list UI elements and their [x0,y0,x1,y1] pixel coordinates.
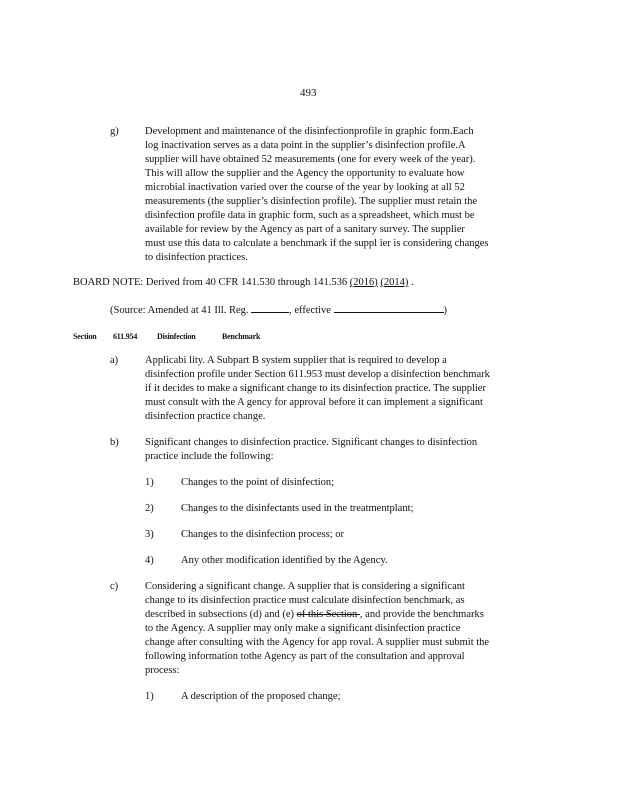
section-title-word: Benchmark [222,332,261,341]
item-g-line: microbial inactivation varied over the course of the year by looking at all 52 [145,182,465,193]
item-g-line: Development and maintenance of the disinfectionprofile in graphic form.Each [145,126,474,137]
item-c-line: to the Agency. A supplier may only make a significant disinfection practice [145,623,461,634]
item-g-line: available for review by the Agency as part of a sanitary survey. The supplier [145,224,465,235]
board-note-suffix: . [408,277,414,288]
page-number: 493 [300,87,317,99]
effective-date-blank [334,302,444,313]
board-note-year-new: (2016) [349,277,378,288]
item-a-line: Applicabi lity. A Subpart B system supplier that is required to develop a [145,355,447,366]
item-g-line: to disinfection practices. [145,252,248,263]
section-label: Section [73,332,97,341]
item-g-line: This will allow the supplier and the Agency the opportunity to evaluate how [145,168,465,179]
volume-blank [251,302,289,313]
item-b-sub-number: 4) [145,555,154,566]
item-b-sub-text: Changes to the point of disinfection; [181,477,335,488]
board-note-year-old: (2014) [380,277,409,288]
item-c-line: process: [145,665,180,676]
source-effective-text: , effective [289,305,334,316]
item-g-line: measurements (the supplier’s disinfection profile). The supplier must retain the [145,196,478,207]
item-c-label: c) [110,581,119,592]
item-c-line: change after consulting with the Agency for app roval. A supplier must submit the [145,637,490,648]
board-note [73,276,414,290]
item-a-line: if it decides to make a significant change to its disinfection practice. The supplier [145,383,486,394]
item-c-line: Considering a significant change. A supplier that is considering a significant [145,581,465,592]
item-c-line [145,608,484,622]
item-b-line: Significant changes to disinfection practice. Significant changes to disinfection [145,437,478,448]
source-note: (Source: Amended at 41 Ill. Reg. , effective ) [110,302,447,318]
item-a-line: disinfection profile under Section 611.953 must develop a disinfection benchmark [145,369,490,380]
item-g-label: g) [110,126,119,137]
item-g-line: must use this data to calculate a benchmark if the suppl ier is considering changes [145,238,489,249]
source-text: (Source: Amended at 41 Ill. Reg. [110,305,252,316]
item-a-label: a) [110,355,119,366]
item-c-sub-number: 1) [145,691,154,702]
item-b-sub-text: Changes to the disinfection process; or [181,529,345,540]
item-g-line: log inactivation serves as a data point in the supplier’s disinfection profile.A [145,140,466,151]
item-b-label: b) [110,437,119,448]
item-b-line: practice include the following: [145,451,274,462]
item-c-sub-text: A description of the proposed change; [181,691,341,702]
section-number: 611.954 [113,332,138,341]
item-c-line: change to its disinfection practice must calculate disinfection benchmark, as [145,595,465,606]
item-g-line: disinfection profile data in graphic form, such as a spreadsheet, which must be [145,210,475,221]
item-b-sub-number: 2) [145,503,154,514]
item-b-sub-number: 3) [145,529,154,540]
deleted-text: of this Section [296,609,360,620]
item-a-line: disinfection practice change. [145,411,266,422]
item-a-line: must consult with the A gency for approval before it can implement a significant [145,397,483,408]
item-c-line: following information tothe Agency as part of the consultation and approval [145,651,465,662]
item-g-line: supplier will have obtained 52 measurements (one for every week of the year). [145,154,476,165]
section-title-word: Disinfection [157,332,196,341]
item-b-sub-text: Any other modification identified by the Agency. [181,555,388,566]
board-note-text: BOARD NOTE: Derived from 40 CFR 141.530 through 141.536 [73,277,350,288]
item-b-sub-number: 1) [145,477,154,488]
item-c-text: , and provide the benchmarks [359,609,484,620]
item-b-sub-text: Changes to the disinfectants used in the treatmentplant; [181,503,414,514]
item-c-text: described in subsections (d) and (e) [145,609,297,620]
